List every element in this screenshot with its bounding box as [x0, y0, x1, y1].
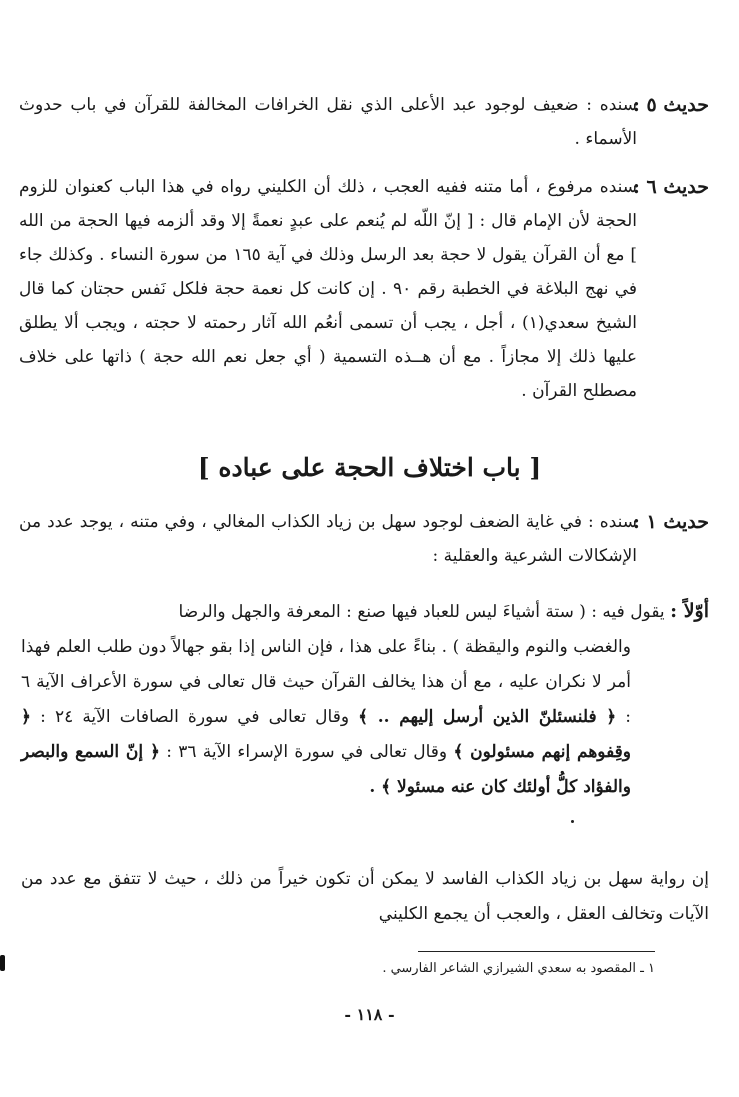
hadith-1-label: حديث ١ : [632, 511, 709, 533]
hadith-6-text: سنده مرفوع ، أما متنه ففيه العجب ، ذلك أن الكليني رواه في هذا الباب كعنوان للزوم الحجة لأن الإمام قال : [ إنّ اللّه لم يُنعم على عبدٍ نعمةً إلا وقد ألزمه فيها الحجة من الله ] مع أن القرآن يقول لا حجة بعد الرسل وذلك في آية ١٦٥ من سورة النساء . وكذلك جاء في نهج البلاغة في الخطبة رقم ٩٠ . إن كانت كل نعمة حجة فلكل نَفس حجتان كما قال الشيخ سعدي(١) ، أجل ، يجب أن تسمى أنعُم الله آثار رحمته لا حجته ، ويجب ألا يطلق عليها ذلك إلا مجازاً . مع أن هــذه التسمية ( أي جعل نعم الله حجة ) ذاتها على خلاف مصطلح القرآن . [19, 177, 638, 401]
hadith-5-entry [19, 88, 709, 156]
scan-artifact-mark [0, 955, 5, 971]
first-point-text-b: وقال تعالى في سورة الصافات الآية ٢٤ : [40, 707, 350, 727]
hadith-1-entry [19, 505, 709, 573]
first-point-text-c: وقال تعالى في سورة الإسراء الآية ٣٦ : [166, 742, 448, 762]
first-point-paragraph [21, 594, 709, 805]
hadith-1-text: سنده : في غاية الضعف لوجود سهل بن زياد الكذاب المغالي ، وفي متنه ، يوجد عدد من الإشكالات الشرعية والعقلية : [19, 512, 637, 566]
first-point-continuation [21, 630, 709, 805]
first-point-text-line1: يقول فيه : ( ستة أشياءَ ليس للعباد فيها صنع : المعرفة والجهل والرضا [178, 602, 665, 622]
scan-artifact-dot [571, 820, 574, 823]
quran-verse-saffat: ﴿ وقِفوهم إنهم مسئولون ﴾ [21, 707, 632, 762]
first-point-label: أوّلاً : [670, 600, 709, 622]
footnote: ١ ـ المقصود به سعدي الشيرازي الشاعر الفارسي . [382, 961, 655, 976]
hadith-6-label: حديث ٦ : [632, 176, 709, 198]
page-number: - ١١٨ - [344, 1005, 395, 1024]
hadith-6-entry [19, 170, 709, 408]
closing-paragraph: إن رواية سهل بن زياد الكذاب الفاسد لا يمكن أن تكون خيراً من ذلك ، حيث لا تتفق مع عدد من الآيات وتخالف العقل ، والعجب أن يجمع الكليني [21, 869, 709, 924]
hadith-5-text: سنده : ضعيف لوجود عبد الأعلى الذي نقل الخرافات المخالفة للقرآن في باب حدوث الأسماء . [19, 95, 637, 149]
section-heading: [ باب اختلاف الحجة على عباده ] [197, 453, 542, 482]
quran-verse-isra: ﴿ إنّ السمع والبصر والفؤاد كلُّ أولئك كان عنه مسئولا ﴾ . [21, 742, 631, 797]
first-point-line-1 [21, 594, 709, 630]
quran-verse-araf: ﴿ فلنسئلنّ الذين أرسل إليهم .. ﴾ [358, 707, 617, 727]
hadith-5-label: حديث ٥ : [632, 94, 709, 116]
footnote-divider [418, 951, 655, 952]
first-point-text-a: والغضب والنوم واليقظة ) . بناءً على هذا ، فإن الناس إذا بقو جهالاً دون طلب العلم فهذا أمر لا نكران عليه ، مع أن هذا يخالف القرآن حيث قال تعالى في سورة الأعراف الآية ٦ : [21, 637, 632, 727]
